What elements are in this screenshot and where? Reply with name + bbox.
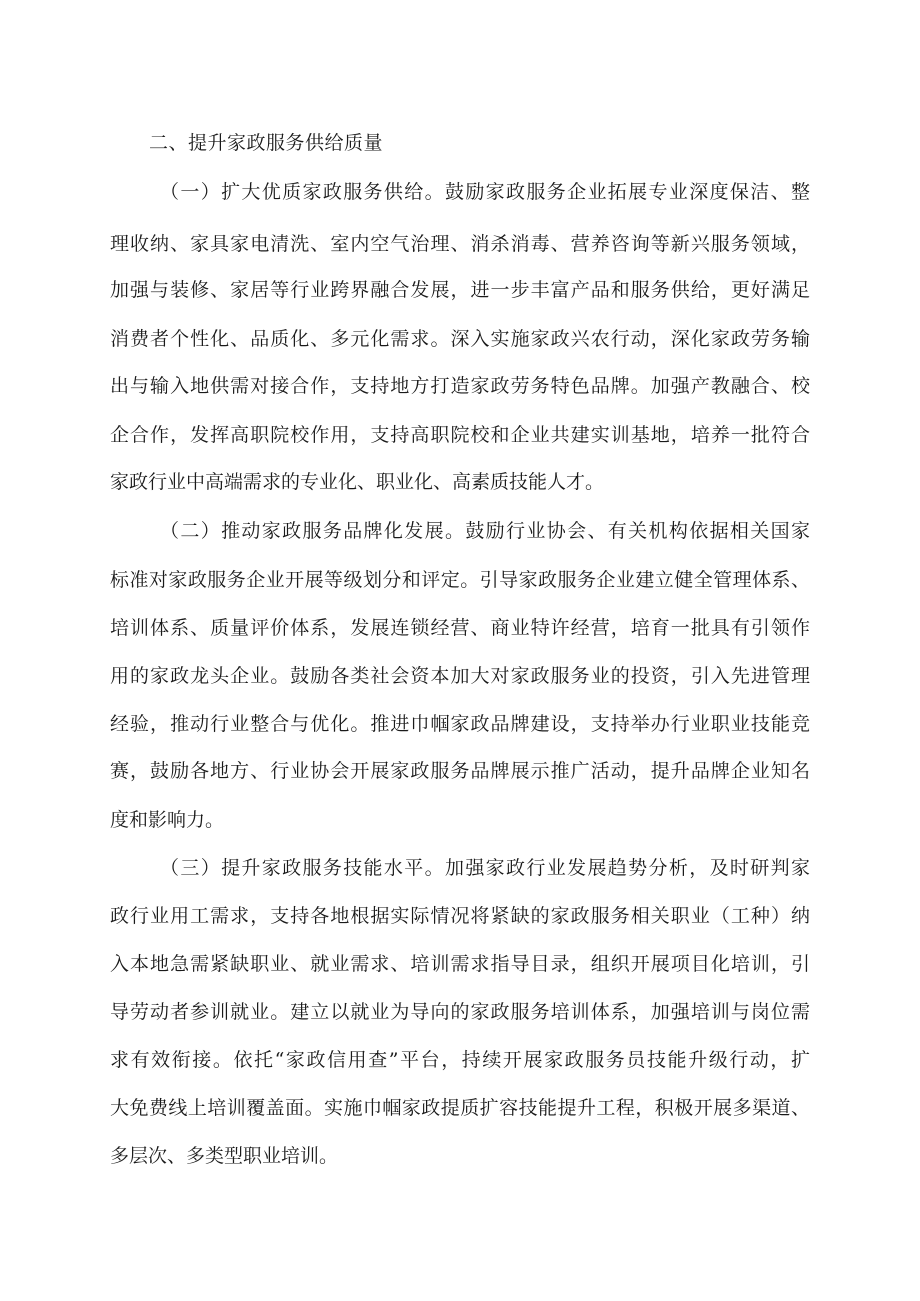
- paragraph-line: 消费者个性化、品质化、多元化需求。深入实施家政兴农行动，深化家政劳务输: [110, 328, 810, 350]
- paragraph-line: 培训体系、质量评价体系，发展连锁经营、商业特许经营，培育一批具有引领作: [110, 617, 810, 639]
- paragraph-line: 企合作，发挥高职院校作用，支持高职院校和企业共建实训基地，培养一批符合: [110, 424, 810, 446]
- paragraph-line: 经验，推动行业整合与优化。推进巾帼家政品牌建设，支持举办行业职业技能竞: [110, 713, 810, 735]
- paragraph-line: （三）提升家政服务技能水平。加强家政行业发展趋势分析，及时研判家: [160, 857, 810, 879]
- paragraph-line: 入本地急需紧缺职业、就业需求、培训需求指导目录，组织开展项目化培训，引: [110, 953, 810, 975]
- paragraph-line: 政行业用工需求，支持各地根据实际情况将紧缺的家政服务相关职业（工种）纳: [110, 905, 810, 927]
- paragraph-line: 度和影响力。: [110, 809, 225, 831]
- section-heading: 二、提升家政服务供给质量: [149, 132, 384, 154]
- paragraph-line: 理收纳、家具家电清洗、室内空气治理、消杀消毒、营养咨询等新兴服务领域，: [110, 233, 810, 255]
- paragraph-line: 导劳动者参训就业。建立以就业为导向的家政服务培训体系，加强培训与岗位需: [110, 1001, 810, 1023]
- paragraph-line: 加强与装修、家居等行业跨界融合发展，进一步丰富产品和服务供给，更好满足: [110, 279, 810, 301]
- paragraph-line: 大免费线上培训覆盖面。实施巾帼家政提质扩容技能提升工程，积极开展多渠道、: [110, 1097, 810, 1119]
- paragraph-line: （一）扩大优质家政服务供给。鼓励家政服务企业拓展专业深度保洁、整: [160, 181, 810, 203]
- paragraph-line: 赛，鼓励各地方、行业协会开展家政服务品牌展示推广活动，提升品牌企业知名: [110, 760, 810, 782]
- paragraph-line: 多层次、多类型职业培训。: [110, 1145, 339, 1167]
- paragraph-line: 求有效衔接。依托“家政信用查”平台，持续开展家政服务员技能升级行动，扩: [110, 1049, 810, 1071]
- paragraph-line: 用的家政龙头企业。鼓励各类社会资本加大对家政服务业的投资，引入先进管理: [110, 665, 810, 687]
- paragraph-line: 出与输入地供需对接合作，支持地方打造家政劳务特色品牌。加强产教融合、校: [110, 375, 810, 397]
- paragraph-line: （二）推动家政服务品牌化发展。鼓励行业协会、有关机构依据相关国家: [160, 520, 810, 542]
- paragraph-line: 标准对家政服务企业开展等级划分和评定。引导家政服务企业建立健全管理体系、: [110, 569, 810, 591]
- paragraph-line: 家政行业中高端需求的专业化、职业化、高素质技能人才。: [110, 471, 605, 493]
